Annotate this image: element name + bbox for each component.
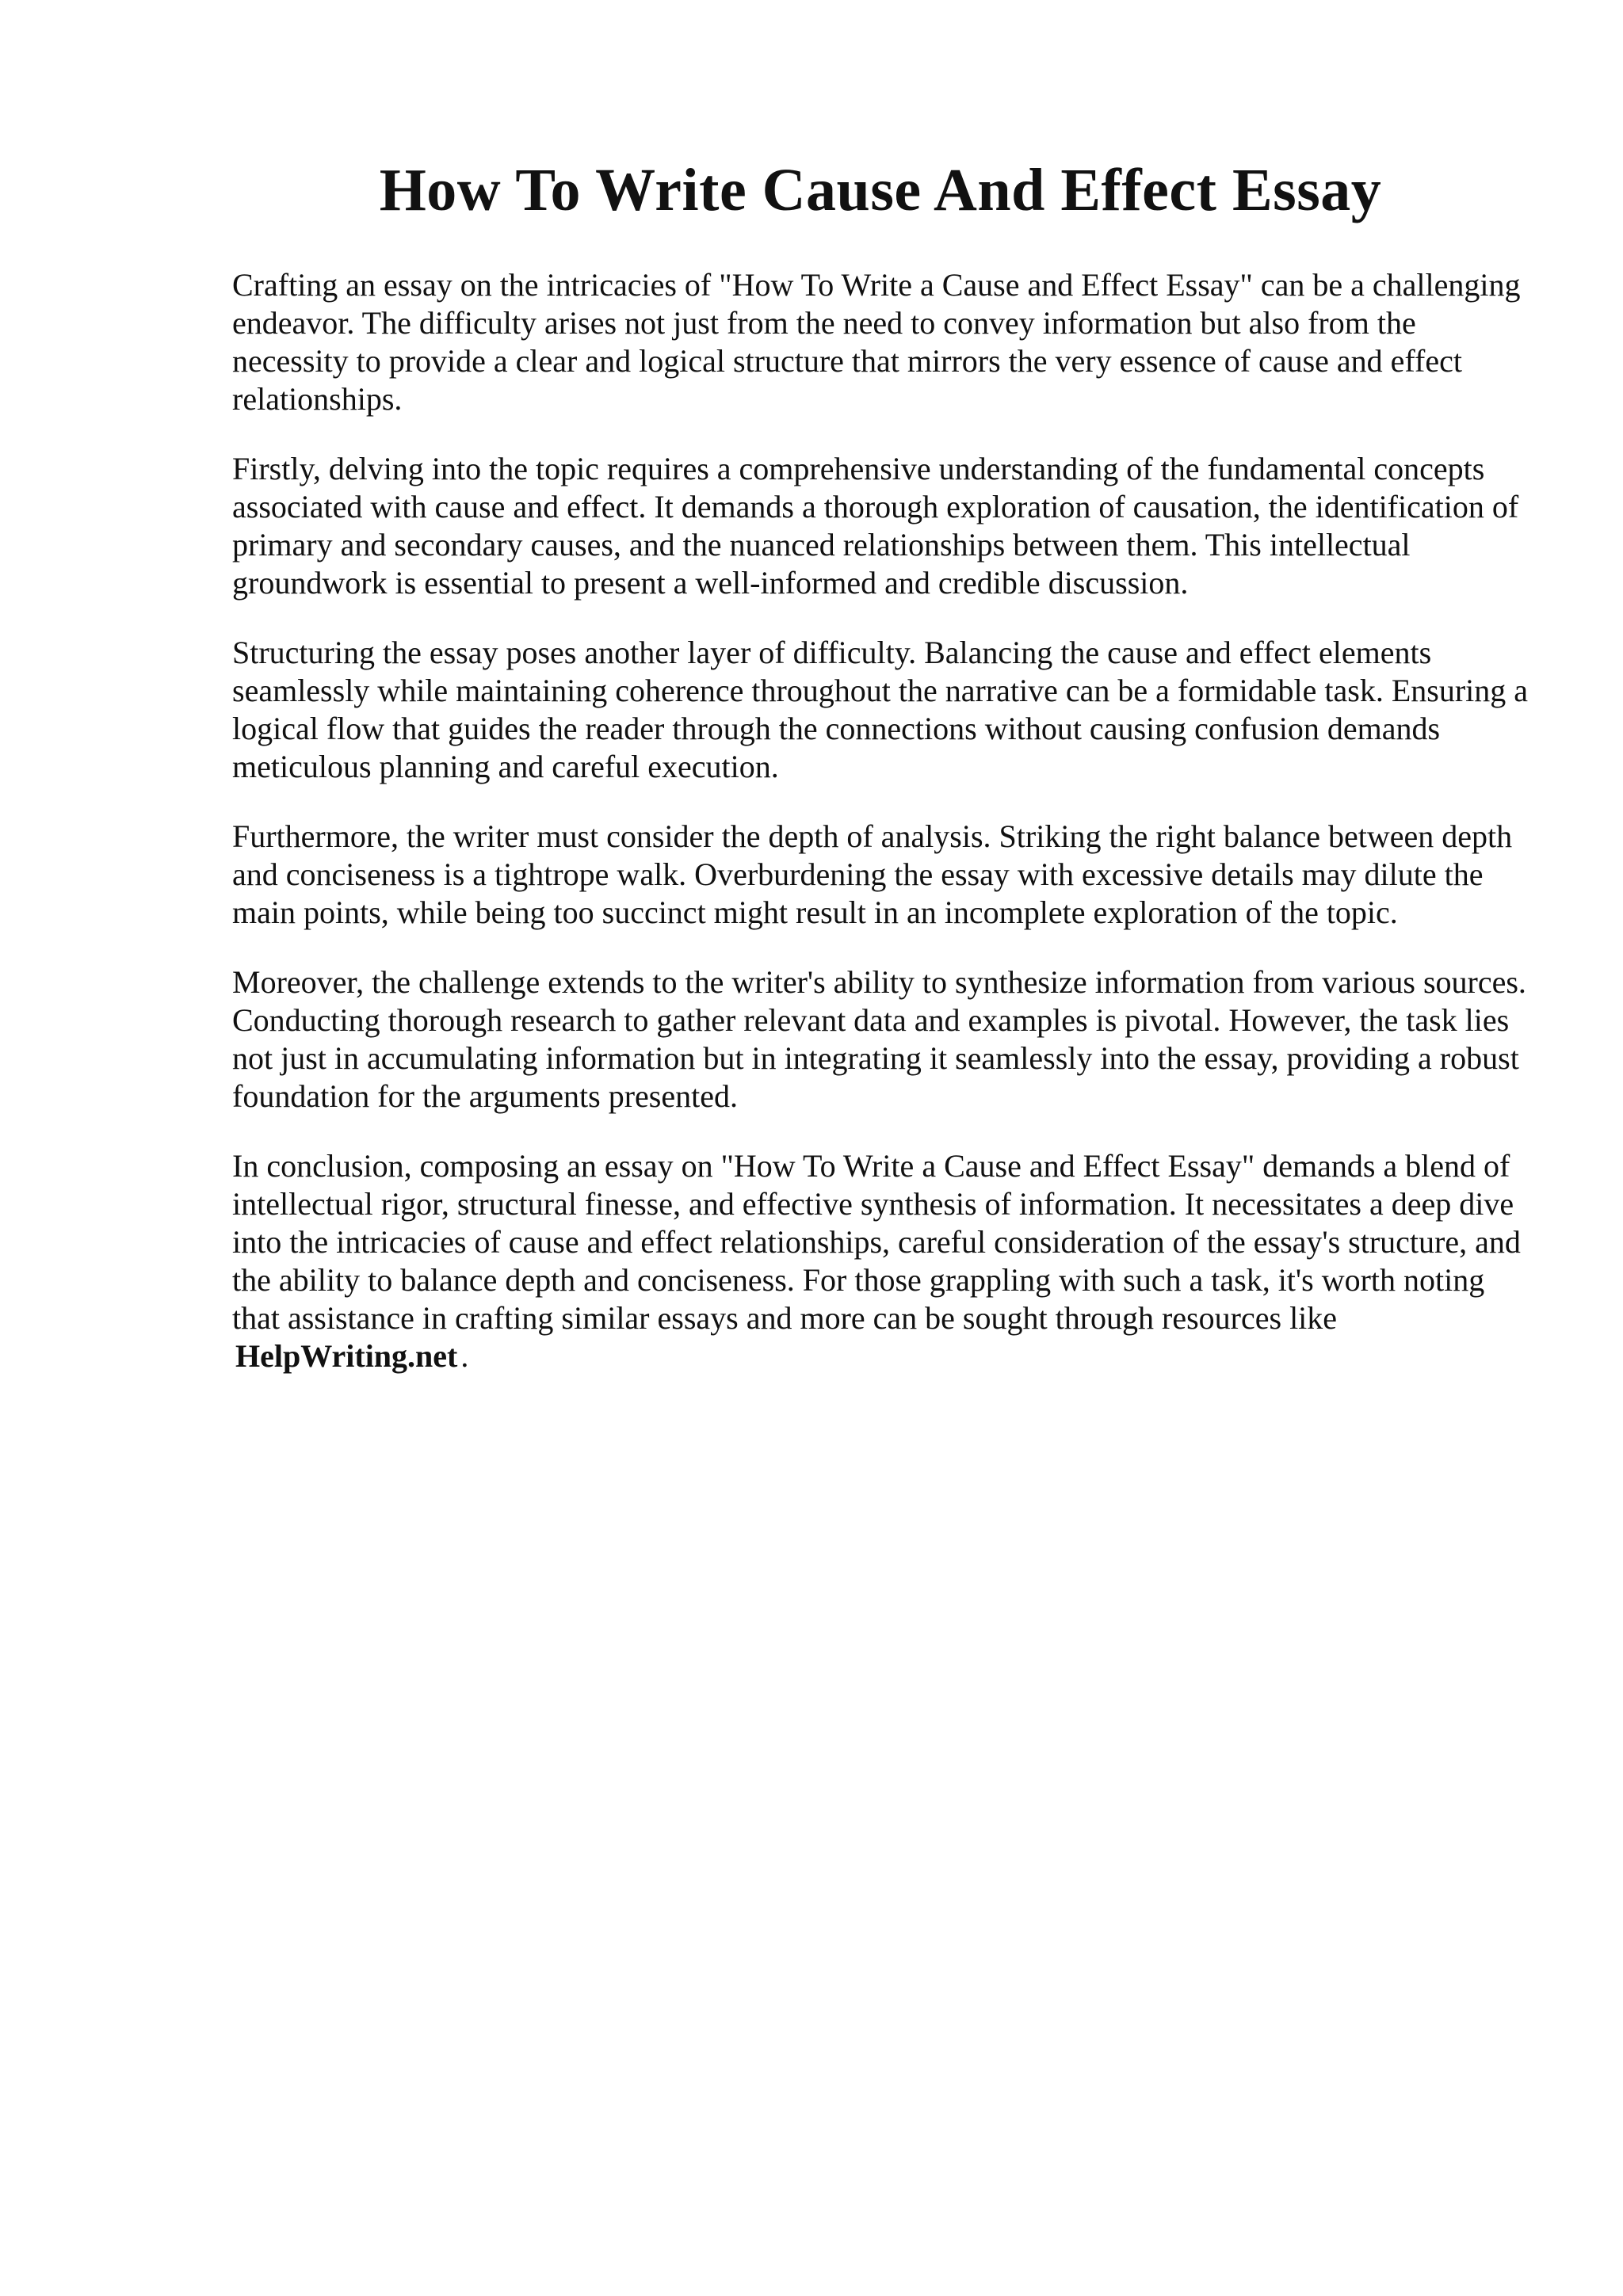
- page-title: How To Write Cause And Effect Essay: [379, 157, 1382, 223]
- paragraph-conclusion: [232, 1147, 1532, 1375]
- conclusion-text: In conclusion, composing an essay on "How To Write a Cause and Effect Essay" demands a blend of intellectual rigor, structural finesse, and effective synthesis of information. It necessitates a deep dive into the intricacies of cause and effect relationships, careful consideration of the essay's structure, and the ability to balance depth and conciseness. For those grappling with such a task, it's worth noting that assistance in crafting similar essays and more can be sought through resources like: [232, 1148, 1521, 1336]
- paragraph-5: Moreover, the challenge extends to the writer's ability to synthesize information from various sources. Conducting thorough research to gather relevant data and examples is pivotal. However, the task lies not just in accumulating information but in integrating it seamlessly into the essay, providing a robust foundation for the arguments presented.: [232, 964, 1526, 1114]
- conclusion-end: .: [460, 1338, 469, 1374]
- paragraph-2: Firstly, delving into the topic requires a comprehensive understanding of the fundamental concepts associated with cause and effect. It demands a thorough exploration of causation, the identification of primary and secondary causes, and the nuanced relationships between them. This intellectual groundwork is essential to present a well-informed and credible discussion.: [232, 451, 1519, 601]
- paragraph-4: Furthermore, the writer must consider the depth of analysis. Striking the right balance between depth and conciseness is a tightrope walk. Overburdening the essay with excessive details may dilute the main points, while being too succinct might result in an incomplete exploration of the topic.: [232, 818, 1513, 930]
- paragraph-3: Structuring the essay poses another layer of difficulty. Balancing the cause and effect elements seamlessly while maintaining coherence throughout the narrative can be a formidable task. Ensuring a logical flow that guides the reader through the connections without causing confusion demands meticulous planning and careful execution.: [232, 635, 1528, 784]
- helpwriting-link[interactable]: HelpWriting.net: [235, 1338, 458, 1374]
- paragraph-1: Crafting an essay on the intricacies of "How To Write a Cause and Effect Essay" can be a challenging endeavor. The difficulty arises not just from the need to convey information but also from the necessity to provide a clear and logical structure that mirrors the very essence of cause and effect relationships.: [232, 267, 1521, 417]
- essay-body: [232, 266, 1532, 1407]
